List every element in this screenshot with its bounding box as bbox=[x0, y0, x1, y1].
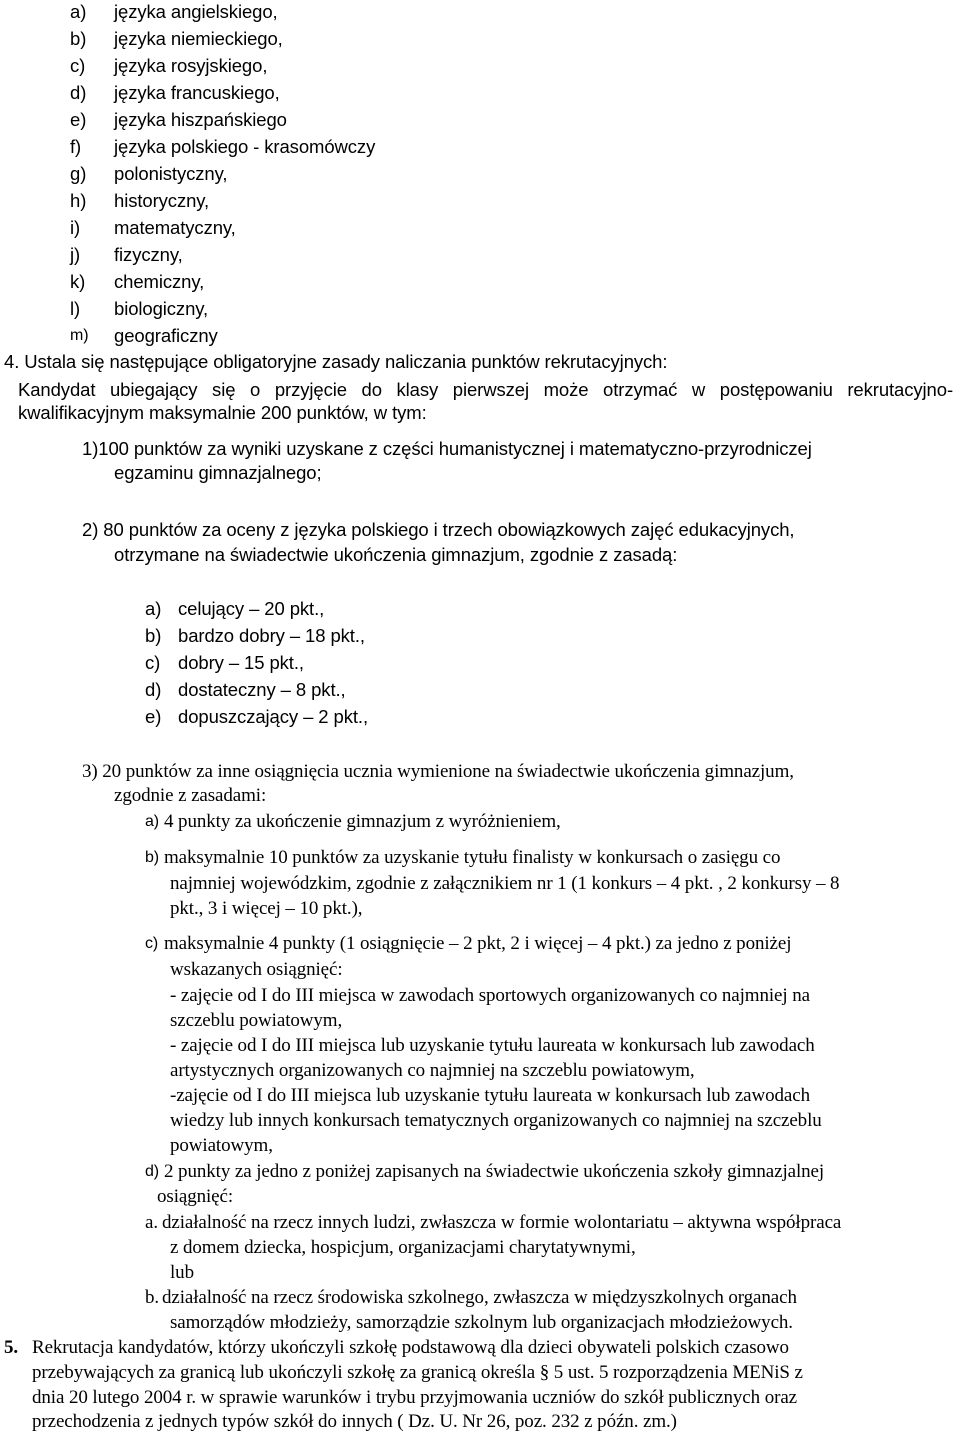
activity-b-line: samorządów młodzieży, samorządzie szkolnym lub organizacjach młodzieżowych. bbox=[170, 1312, 793, 1333]
item-1-line: egzaminu gimnazjalnego; bbox=[114, 462, 322, 483]
section-5-line: przechodzenia z jednych typów szkół do innych ( Dz. U. Nr 26, poz. 232 z późn. zm.) bbox=[32, 1411, 677, 1432]
section-4-intro-line: kwalifikacyjnym maksymalnie 200 punktów, w tym: bbox=[18, 402, 427, 423]
activity-a-line: z domem dziecka, hospicjum, organizacjami charytatywnymi, bbox=[170, 1237, 636, 1258]
item-2-line: otrzymane na świadectwie ukończenia gimnazjum, zgodnie z zasadą: bbox=[114, 544, 678, 565]
section-5-line: dnia 20 lutego 2004 r. w sprawie warunków i trybu przyjmowania uczniów do szkół publicznych oraz bbox=[32, 1387, 797, 1408]
item-1-line: 1)100 punktów za wyniki uzyskane z części humanistycznej i matematyczno-przyrodniczej bbox=[82, 438, 812, 459]
item-3-line: zgodnie z zasadami: bbox=[114, 785, 267, 806]
rule-c-line: - zajęcie od I do III miejsca lub uzyskanie tytułu laureata w konkursach lub zawodach bbox=[170, 1035, 815, 1056]
item-3-line: 3) 20 punktów za inne osiągnięcia ucznia wymienione na świadectwie ukończenia gimnazjum, bbox=[82, 761, 794, 782]
section-5-number: 5. bbox=[4, 1337, 19, 1358]
section-4-intro-line: Kandydat ubiegający się o przyjęcie do klasy pierwszej może otrzymać w postępowaniu rekrutacyjno- bbox=[18, 379, 953, 400]
rule-c-line: - zajęcie od I do III miejsca w zawodach sportowych organizowanych co najmniej na bbox=[170, 985, 810, 1006]
section-5-line: Rekrutacja kandydatów, którzy ukończyli szkołę podstawową dla dzieci obywateli polskich czasowo bbox=[32, 1337, 789, 1358]
rule-b-line: najmniej wojewódzkim, zgodnie z załącznikiem nr 1 (1 konkurs – 4 pkt. , 2 konkursy – 8 bbox=[170, 873, 840, 894]
rule-c-line: -zajęcie od I do III miejsca lub uzyskanie tytułu laureata w konkursach lub zawodach bbox=[170, 1085, 810, 1106]
section-4-heading: 4. Ustala się następujące obligatoryjne zasady naliczania punktów rekrutacyjnych: bbox=[4, 351, 668, 372]
rule-b-line: pkt., 3 i więcej – 10 pkt.), bbox=[170, 898, 363, 919]
section-5-line: przebywających za granicą lub ukończyli szkołę za granicą określa § 5 ust. 5 rozporządzenia MENiS z bbox=[32, 1362, 803, 1383]
item-2-line: 2) 80 punktów za oceny z języka polskiego i trzech obowiązkowych zajęć edukacyjnych, bbox=[82, 519, 795, 540]
rule-c-line: powiatowym, bbox=[170, 1135, 273, 1156]
rule-c-line: wskazanych osiągnięć: bbox=[170, 959, 343, 980]
rule-c-line: artystycznych organizowanych co najmniej na szczeblu powiatowym, bbox=[170, 1060, 695, 1081]
rule-c-line: szczeblu powiatowym, bbox=[170, 1010, 343, 1031]
rule-c-line: wiedzy lub innych konkursach tematycznych organizowanych co najmniej na szczeblu bbox=[170, 1110, 822, 1131]
activity-a-line: lub bbox=[170, 1262, 194, 1283]
rule-d-line: osiągnięć: bbox=[157, 1186, 234, 1207]
